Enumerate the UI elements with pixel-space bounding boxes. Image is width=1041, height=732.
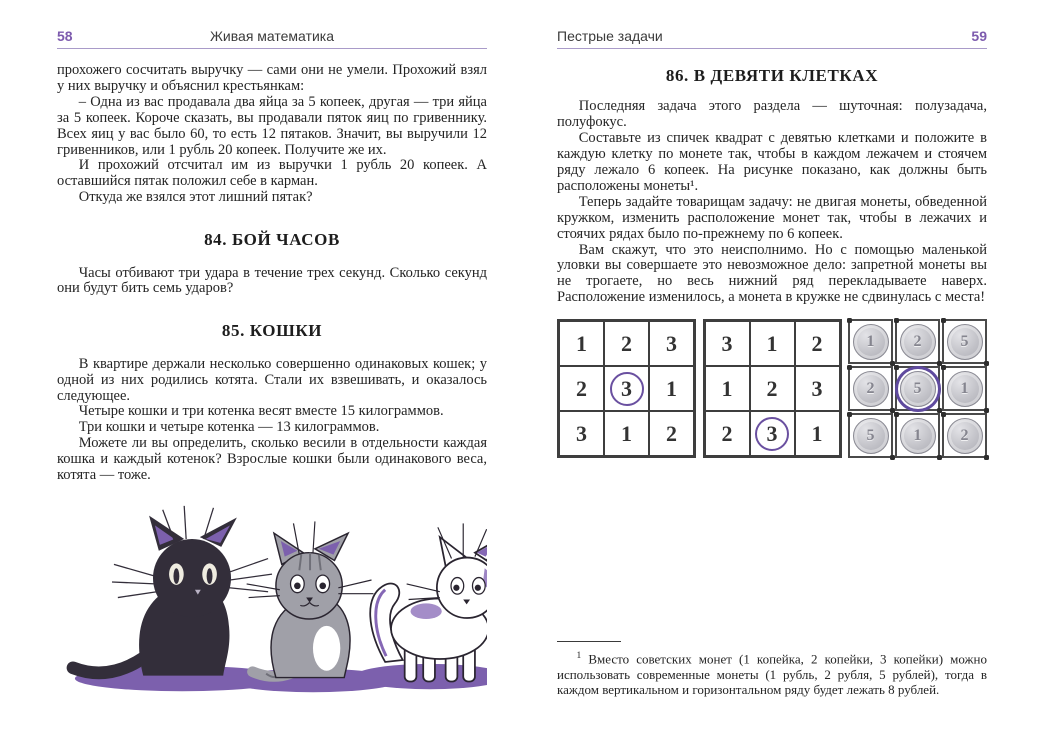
number-cell: 3	[795, 366, 840, 411]
paragraph: Четыре кошки и три котенка весят вместе 15 килограммов.	[78, 403, 444, 420]
page-number-right: 59	[971, 28, 987, 44]
paragraph: Вам скажут, что это неисполнимо. Но с помощью маленькой уловки вы совершаете это невозможное дело: запретной монеты вы не трогаете, но весь нижний ряд перекладываете наверх. Расположение изменилось, а монета в кружке не сдвинулась с места!	[557, 241, 987, 306]
section-85	[57, 321, 487, 484]
coin-5: 5	[947, 324, 983, 360]
coin-1: 1	[947, 371, 983, 407]
intro-text	[57, 63, 487, 206]
coin-cell	[895, 413, 940, 458]
coin-5: 5	[853, 418, 889, 454]
kittens-illustration	[57, 500, 487, 700]
footnote-text: $^1$ Вместо советских монет (1 копейка, 2 копейки, 3 копейки) можно использовать современные монеты (1 рубль, 2 рубля, 5 рублей), тогда в каждом вертикальном и горизонтальном ряду будет лежать 8 рублей.	[557, 651, 987, 697]
coin-cell	[942, 319, 987, 364]
circled-coin-5: 5	[900, 371, 936, 407]
number-grid-2	[703, 319, 842, 458]
paragraph: прохожего сосчитать выручку — сами они не умели. Прохожий взял у них выручку и объяснил крестьянкам:	[57, 62, 487, 94]
page-number-left: 58	[57, 28, 73, 44]
coin-2: 2	[900, 324, 936, 360]
black-kitten	[73, 506, 272, 676]
footnote	[557, 641, 987, 697]
number-cell	[750, 411, 795, 456]
circled-number: 3	[755, 417, 789, 451]
number-cell: 1	[795, 411, 840, 456]
coin-cell	[895, 366, 940, 411]
number-cell: 1	[604, 411, 649, 456]
section-86	[557, 66, 987, 306]
number-cell: 3	[705, 321, 750, 366]
number-cell: 3	[559, 411, 604, 456]
number-cell: 2	[649, 411, 694, 456]
number-cell: 2	[750, 366, 795, 411]
number-cell	[604, 366, 649, 411]
coin-1: 1	[900, 418, 936, 454]
paragraph: Теперь задайте товарищам задачу: не двигая монеты, обведенной кружком, изменить расположение монет так, чтобы в лежачих и стоячих рядах было по-прежнему по 6 копеек.	[557, 193, 987, 242]
number-cell: 1	[649, 366, 694, 411]
number-cell: 1	[559, 321, 604, 366]
paragraph: И прохожий отсчитал им из выручки 1 рубль 20 копеек. А оставшийся пятак положил себе в карман.	[57, 157, 487, 190]
number-grid-1	[557, 319, 696, 458]
paragraph: Можете ли вы определить, сколько весили в отдельности каждая кошка и каждый котенок? Взрослые кошки были одинакового веса, котята — тоже.	[57, 435, 487, 484]
coin-2: 2	[947, 418, 983, 454]
coin-cell	[848, 319, 893, 364]
nine-cells-figure	[557, 319, 987, 458]
number-cell: 2	[604, 321, 649, 366]
circled-number: 3	[610, 372, 644, 406]
section-84	[57, 230, 487, 297]
coin-cell	[848, 413, 893, 458]
number-cell: 3	[649, 321, 694, 366]
footnote-rule	[557, 641, 621, 642]
coin-cell	[942, 413, 987, 458]
gray-kitten	[247, 521, 374, 677]
running-title-left: Живая математика	[210, 28, 334, 44]
number-cell: 1	[705, 366, 750, 411]
paragraph: Последняя задача этого раздела — шуточная: полузадача, полуфокус.	[557, 98, 987, 131]
coin-2: 2	[853, 371, 889, 407]
left-page	[57, 28, 487, 722]
number-cell: 2	[795, 321, 840, 366]
paragraph: В квартире держали несколько совершенно одинаковых кошек; у одной из них родились котята. Стали их взвешивать, и оказалось следующее.	[57, 355, 487, 404]
paragraph: – Одна из вас продавала два яйца за 5 копеек, другая — три яйца за 5 копеек. Короче сказать, вы продавали пяток яиц по гривеннику. Всех яиц у вас было 60, то есть 12 пятаков. Значит, вы выручили 12 гривенников, или 1 рубль 20 копеек. Получите же их.	[57, 93, 487, 158]
coin-cell	[942, 366, 987, 411]
footnote-marker: 1	[576, 651, 582, 661]
number-cell: 2	[559, 366, 604, 411]
coin-cell	[895, 319, 940, 364]
number-cell: 2	[705, 411, 750, 456]
white-kitten	[370, 523, 487, 681]
section-title-86: 86. В ДЕВЯТИ КЛЕТКАХ	[665, 66, 879, 85]
right-page	[557, 28, 987, 722]
coin-cell	[848, 366, 893, 411]
number-cell: 1	[750, 321, 795, 366]
section-title-84: 84. БОЙ ЧАСОВ	[204, 230, 340, 250]
right-page-header	[557, 28, 987, 49]
running-title-right: Пестрые задачи	[557, 28, 663, 44]
section-title-85: 85. КОШКИ	[221, 321, 323, 341]
paragraph: Три кошки и четыре котенка — 13 килограммов.	[78, 419, 380, 436]
coin-1: 1	[853, 324, 889, 360]
coin-grid	[848, 319, 987, 458]
paragraph: Часы отбивают три удара в течение трех секунд. Сколько секунд они будут бить семь ударов?	[57, 264, 487, 297]
left-page-header	[57, 28, 487, 49]
paragraph: Откуда же взялся этот лишний пятак?	[78, 189, 313, 206]
paragraph: Составьте из спичек квадрат с девятью клетками и положите в каждую клетку по монете так, чтобы в каждом лежачем и стоячем ряду лежало 6 копеек. На рисунке показано, как должны быть расположены монеты¹.	[557, 130, 987, 194]
